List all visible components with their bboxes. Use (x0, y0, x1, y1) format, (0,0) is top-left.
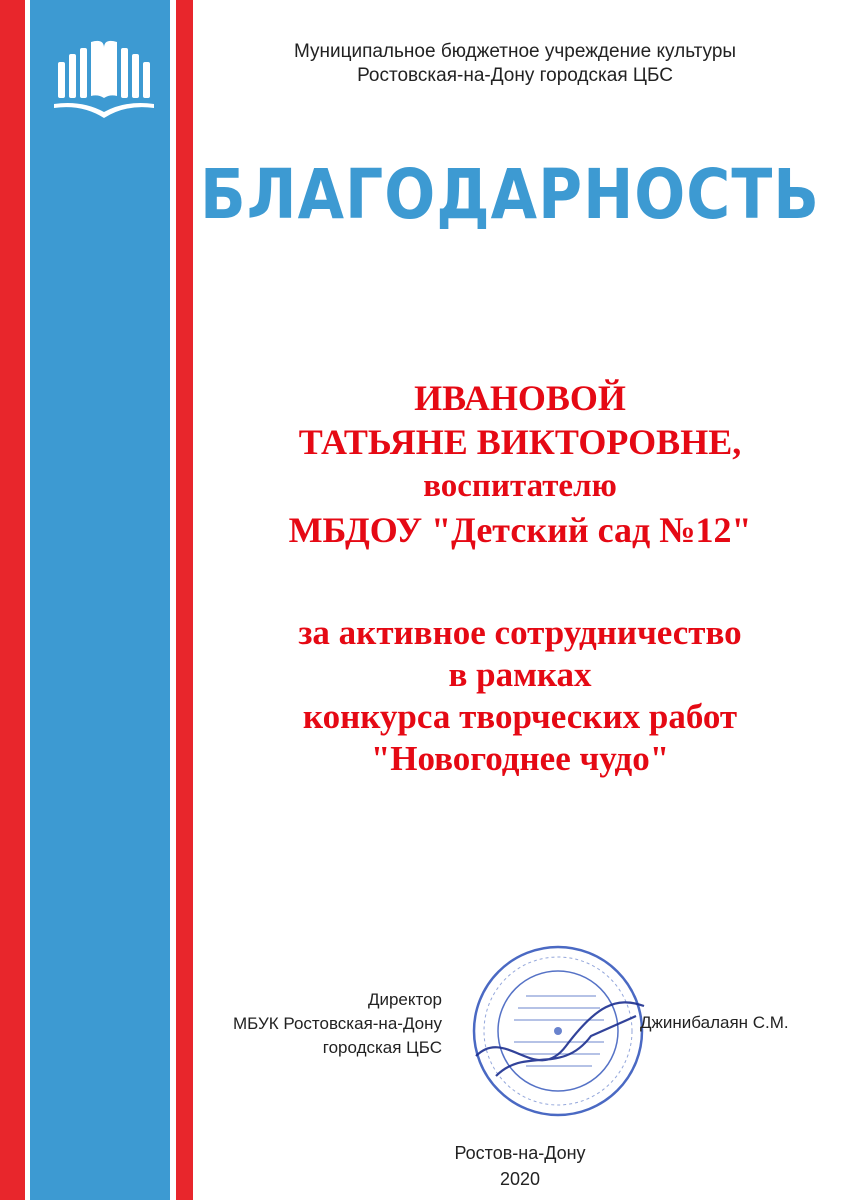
open-book-icon (52, 40, 156, 124)
director-role-line-2: МБУК Ростовская-на-Дону (233, 1014, 442, 1033)
director-name: Джинибалаян С.М. (640, 1013, 789, 1032)
footer-year: 2020 (499, 1169, 541, 1189)
band-blue (30, 0, 170, 1200)
recipient-block (200, 376, 840, 552)
director-role-line-1: Директор (367, 990, 442, 1009)
reason-line-1: за активное сотрудничество (298, 613, 742, 652)
recipient-position: воспитателю (423, 468, 617, 504)
organization-header (230, 40, 800, 88)
director-role-line-3: городская ЦБС (322, 1038, 442, 1057)
decorative-side-band (0, 0, 193, 1200)
page-title: БЛАГОДАРНОСТЬ (200, 154, 821, 236)
org-line-2: Ростовская-на-Дону городская ЦБС (357, 65, 673, 86)
reason-line-4: "Новогоднее чудо" (370, 739, 670, 778)
org-line-1: Муниципальное бюджетное учреждение культуры (293, 41, 737, 62)
official-stamp (466, 936, 656, 1126)
reason-block (200, 612, 840, 780)
recipient-surname: ИВАНОВОЙ (414, 378, 626, 418)
band-red-left (0, 0, 25, 1200)
recipient-institution: МБДОУ "Детский сад №12" (288, 510, 752, 550)
director-role (180, 988, 442, 1060)
reason-line-2: в рамках (448, 655, 592, 694)
recipient-name: ТАТЬЯНЕ ВИКТОРОВНЕ, (298, 422, 742, 462)
footer-city: Ростов-на-Дону (454, 1143, 586, 1163)
reason-line-3: конкурса творческих работ (302, 697, 738, 736)
footer (330, 1140, 710, 1192)
